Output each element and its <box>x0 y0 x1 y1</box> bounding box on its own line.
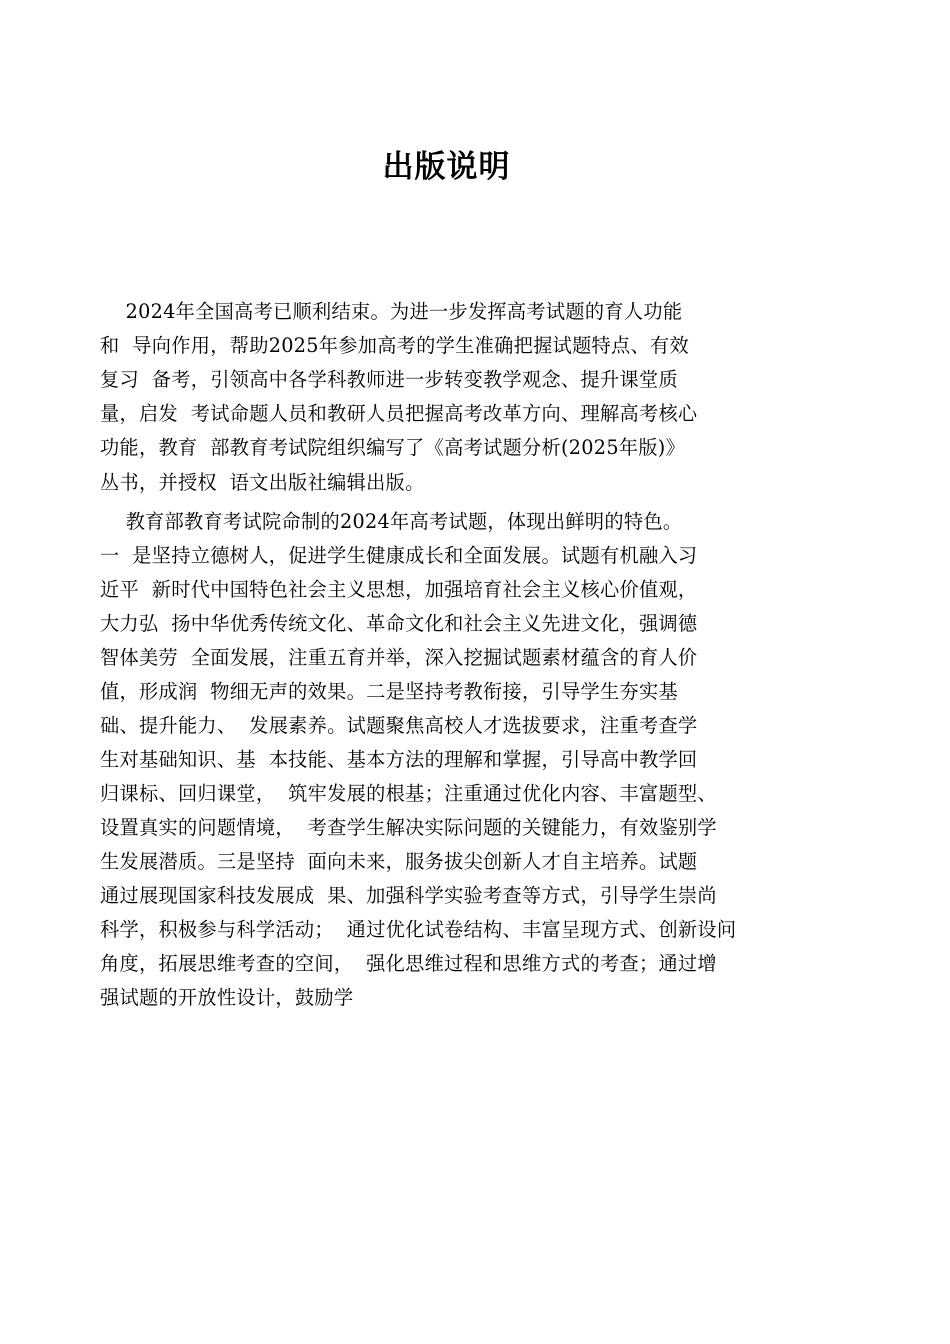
text-line: 生对基础知识、基 本技能、基本方法的理解和掌握，引导高中教学回 <box>100 748 698 771</box>
text-line: 智体美劳 全面发展，注重五育并举，深入挖掘试题素材蕴含的育人价 <box>100 646 698 669</box>
text-line: 近平 新时代中国特色社会主义思想，加强培育社会主义核心价值观， <box>100 578 698 601</box>
text-line: 通过展现国家科技发展成 果、加强科学实验考查等方式，引导学生崇尚 <box>100 884 717 907</box>
text-line: 2024年全国高考已顺利结束。为进一步发挥高考试题的育人功能 <box>100 300 683 323</box>
text-line: 归课标、回归课堂， 筑牢发展的根基；注重通过优化内容、丰富题型、 <box>100 782 717 805</box>
text-line: 科学，积极参与科学活动； 通过优化试卷结构、丰富呈现方式、创新设问 <box>100 918 737 941</box>
text-line: 和 导向作用，帮助2025年参加高考的学生准确把握试题特点、有效 <box>100 334 689 357</box>
text-line: 强试题的开放性设计，鼓励学 <box>100 986 354 1009</box>
text-line: 角度，拓展思维考查的空间， 强化思维过程和思维方式的考查；通过增 <box>100 952 717 975</box>
page-title: 出版说明 <box>382 149 511 185</box>
text-line: 础、提升能力、 发展素养。试题聚焦高校人才选拔要求，注重考查学 <box>100 714 698 737</box>
text-line: 大力弘 扬中华优秀传统文化、革命文化和社会主义先进文化，强调德 <box>100 612 698 635</box>
text-line: 值，形成润 物细无声的效果。二是坚持考教衔接，引导学生夯实基 <box>100 680 678 703</box>
text-line: 设置真实的问题情境， 考查学生解决实际问题的关键能力，有效鉴别学 <box>100 816 717 839</box>
text-line: 量，启发 考试命题人员和教研人员把握高考改革方向、理解高考核心 <box>100 402 698 425</box>
text-line: 功能，教育 部教育考试院组织编写了《高考试题分析(2025年版)》 <box>100 436 686 459</box>
text-line: 生发展潜质。三是坚持 面向未来，服务拔尖创新人才自主培养。试题 <box>100 850 698 873</box>
text-line: 教育部教育考试院命制的2024年高考试题，体现出鲜明的特色。 <box>100 510 683 533</box>
text-line: 复习 备考，引领高中各学科教师进一步转变教学观念、提升课堂质 <box>100 368 678 391</box>
text-line: 丛书，并授权 语文出版社编辑出版。 <box>100 471 425 494</box>
text-line: 一 是坚持立德树人，促进学生健康成长和全面发展。试题有机融入习 <box>100 544 698 567</box>
